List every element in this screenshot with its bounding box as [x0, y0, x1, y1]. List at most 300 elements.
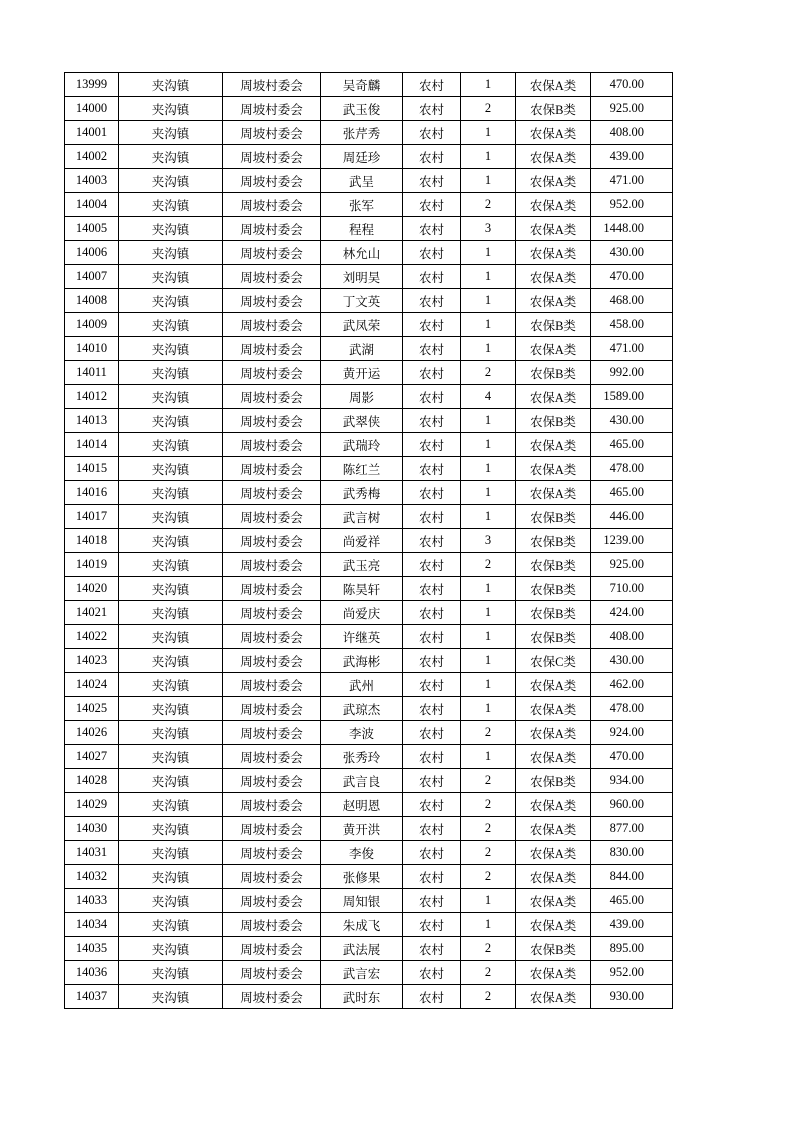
cell-town: 夹沟镇 — [119, 505, 223, 529]
table-row — [65, 337, 673, 361]
cell-person-count: 1 — [461, 913, 516, 937]
cell-town: 夹沟镇 — [119, 313, 223, 337]
cell-village: 周坡村委会 — [223, 649, 321, 673]
cell-town: 夹沟镇 — [119, 817, 223, 841]
cell-town: 夹沟镇 — [119, 145, 223, 169]
cell-name: 武法展 — [321, 937, 403, 961]
cell-insurance-category: 农保A类 — [516, 433, 591, 457]
cell-residence-type: 农村 — [403, 793, 461, 817]
cell-amount: 470.00 — [591, 265, 673, 289]
cell-serial: 14004 — [65, 193, 119, 217]
cell-residence-type: 农村 — [403, 409, 461, 433]
cell-serial: 14011 — [65, 361, 119, 385]
cell-village: 周坡村委会 — [223, 841, 321, 865]
cell-serial: 14010 — [65, 337, 119, 361]
cell-insurance-category: 农保C类 — [516, 649, 591, 673]
table-row — [65, 217, 673, 241]
cell-serial: 14012 — [65, 385, 119, 409]
cell-village: 周坡村委会 — [223, 457, 321, 481]
cell-amount: 465.00 — [591, 889, 673, 913]
cell-name: 赵明恩 — [321, 793, 403, 817]
cell-amount: 895.00 — [591, 937, 673, 961]
cell-name: 陈昊轩 — [321, 577, 403, 601]
cell-amount: 930.00 — [591, 985, 673, 1009]
table-row — [65, 529, 673, 553]
cell-insurance-category: 农保A类 — [516, 889, 591, 913]
cell-serial: 14019 — [65, 553, 119, 577]
cell-serial: 14018 — [65, 529, 119, 553]
cell-amount: 470.00 — [591, 745, 673, 769]
table-row — [65, 577, 673, 601]
cell-amount: 439.00 — [591, 913, 673, 937]
cell-insurance-category: 农保A类 — [516, 385, 591, 409]
cell-insurance-category: 农保A类 — [516, 481, 591, 505]
cell-amount: 465.00 — [591, 433, 673, 457]
cell-insurance-category: 农保B类 — [516, 625, 591, 649]
cell-serial: 14016 — [65, 481, 119, 505]
cell-person-count: 2 — [461, 721, 516, 745]
cell-residence-type: 农村 — [403, 313, 461, 337]
cell-insurance-category: 农保B类 — [516, 505, 591, 529]
cell-town: 夹沟镇 — [119, 913, 223, 937]
cell-name: 武海彬 — [321, 649, 403, 673]
cell-residence-type: 农村 — [403, 721, 461, 745]
cell-amount: 925.00 — [591, 553, 673, 577]
cell-town: 夹沟镇 — [119, 937, 223, 961]
cell-person-count: 1 — [461, 481, 516, 505]
table-row — [65, 73, 673, 97]
cell-village: 周坡村委会 — [223, 241, 321, 265]
table-row — [65, 145, 673, 169]
cell-village: 周坡村委会 — [223, 361, 321, 385]
cell-town: 夹沟镇 — [119, 337, 223, 361]
cell-insurance-category: 农保A类 — [516, 265, 591, 289]
cell-name: 周知银 — [321, 889, 403, 913]
cell-residence-type: 农村 — [403, 121, 461, 145]
cell-serial: 14002 — [65, 145, 119, 169]
cell-residence-type: 农村 — [403, 985, 461, 1009]
cell-name: 黄开运 — [321, 361, 403, 385]
cell-amount: 430.00 — [591, 649, 673, 673]
cell-town: 夹沟镇 — [119, 529, 223, 553]
cell-name: 武言良 — [321, 769, 403, 793]
table-row — [65, 385, 673, 409]
cell-name: 武言树 — [321, 505, 403, 529]
cell-serial: 14005 — [65, 217, 119, 241]
cell-person-count: 1 — [461, 337, 516, 361]
cell-town: 夹沟镇 — [119, 241, 223, 265]
table-row — [65, 769, 673, 793]
cell-serial: 14020 — [65, 577, 119, 601]
cell-residence-type: 农村 — [403, 97, 461, 121]
cell-person-count: 1 — [461, 625, 516, 649]
cell-residence-type: 农村 — [403, 577, 461, 601]
cell-amount: 468.00 — [591, 289, 673, 313]
table-row — [65, 193, 673, 217]
cell-town: 夹沟镇 — [119, 769, 223, 793]
cell-residence-type: 农村 — [403, 169, 461, 193]
cell-amount: 952.00 — [591, 193, 673, 217]
cell-person-count: 2 — [461, 817, 516, 841]
table-row — [65, 793, 673, 817]
cell-name: 许继英 — [321, 625, 403, 649]
cell-insurance-category: 农保A类 — [516, 241, 591, 265]
cell-person-count: 3 — [461, 217, 516, 241]
cell-residence-type: 农村 — [403, 913, 461, 937]
cell-person-count: 4 — [461, 385, 516, 409]
cell-village: 周坡村委会 — [223, 121, 321, 145]
cell-person-count: 1 — [461, 673, 516, 697]
cell-person-count: 1 — [461, 505, 516, 529]
cell-residence-type: 农村 — [403, 457, 461, 481]
cell-serial: 14023 — [65, 649, 119, 673]
cell-town: 夹沟镇 — [119, 217, 223, 241]
benefit-roster-table — [64, 72, 673, 1009]
cell-town: 夹沟镇 — [119, 169, 223, 193]
cell-residence-type: 农村 — [403, 697, 461, 721]
cell-insurance-category: 农保A类 — [516, 145, 591, 169]
cell-town: 夹沟镇 — [119, 361, 223, 385]
cell-residence-type: 农村 — [403, 553, 461, 577]
cell-serial: 14035 — [65, 937, 119, 961]
cell-town: 夹沟镇 — [119, 193, 223, 217]
cell-village: 周坡村委会 — [223, 289, 321, 313]
cell-person-count: 2 — [461, 553, 516, 577]
cell-residence-type: 农村 — [403, 841, 461, 865]
cell-insurance-category: 农保A类 — [516, 913, 591, 937]
cell-village: 周坡村委会 — [223, 97, 321, 121]
cell-insurance-category: 农保A类 — [516, 721, 591, 745]
cell-amount: 424.00 — [591, 601, 673, 625]
table-row — [65, 433, 673, 457]
cell-village: 周坡村委会 — [223, 889, 321, 913]
cell-name: 程程 — [321, 217, 403, 241]
table-row — [65, 169, 673, 193]
cell-insurance-category: 农保B类 — [516, 97, 591, 121]
cell-name: 武时东 — [321, 985, 403, 1009]
cell-serial: 14009 — [65, 313, 119, 337]
cell-town: 夹沟镇 — [119, 961, 223, 985]
cell-amount: 462.00 — [591, 673, 673, 697]
cell-town: 夹沟镇 — [119, 793, 223, 817]
cell-insurance-category: 农保A类 — [516, 121, 591, 145]
cell-insurance-category: 农保B类 — [516, 553, 591, 577]
cell-insurance-category: 农保A类 — [516, 817, 591, 841]
cell-person-count: 1 — [461, 433, 516, 457]
table-row — [65, 721, 673, 745]
cell-person-count: 1 — [461, 265, 516, 289]
cell-amount: 446.00 — [591, 505, 673, 529]
cell-name: 武翠侠 — [321, 409, 403, 433]
cell-residence-type: 农村 — [403, 73, 461, 97]
cell-village: 周坡村委会 — [223, 817, 321, 841]
cell-insurance-category: 农保A类 — [516, 169, 591, 193]
cell-village: 周坡村委会 — [223, 793, 321, 817]
cell-town: 夹沟镇 — [119, 721, 223, 745]
cell-name: 武秀梅 — [321, 481, 403, 505]
cell-town: 夹沟镇 — [119, 577, 223, 601]
cell-residence-type: 农村 — [403, 265, 461, 289]
cell-serial: 14036 — [65, 961, 119, 985]
table-row — [65, 121, 673, 145]
cell-residence-type: 农村 — [403, 481, 461, 505]
cell-name: 尚爱庆 — [321, 601, 403, 625]
cell-serial: 14029 — [65, 793, 119, 817]
cell-amount: 430.00 — [591, 241, 673, 265]
cell-serial: 14000 — [65, 97, 119, 121]
cell-amount: 458.00 — [591, 313, 673, 337]
cell-person-count: 1 — [461, 601, 516, 625]
cell-insurance-category: 农保B类 — [516, 361, 591, 385]
cell-village: 周坡村委会 — [223, 601, 321, 625]
table-row — [65, 553, 673, 577]
cell-person-count: 1 — [461, 697, 516, 721]
table-row — [65, 889, 673, 913]
table-row — [65, 97, 673, 121]
cell-village: 周坡村委会 — [223, 865, 321, 889]
cell-name: 武州 — [321, 673, 403, 697]
cell-amount: 934.00 — [591, 769, 673, 793]
cell-serial: 14033 — [65, 889, 119, 913]
cell-insurance-category: 农保B类 — [516, 529, 591, 553]
cell-residence-type: 农村 — [403, 745, 461, 769]
cell-name: 张军 — [321, 193, 403, 217]
cell-serial: 14001 — [65, 121, 119, 145]
cell-name: 黄开洪 — [321, 817, 403, 841]
cell-town: 夹沟镇 — [119, 889, 223, 913]
cell-name: 张修果 — [321, 865, 403, 889]
table-row — [65, 457, 673, 481]
cell-village: 周坡村委会 — [223, 529, 321, 553]
cell-name: 武湖 — [321, 337, 403, 361]
cell-village: 周坡村委会 — [223, 745, 321, 769]
cell-insurance-category: 农保A类 — [516, 697, 591, 721]
cell-name: 朱成飞 — [321, 913, 403, 937]
cell-village: 周坡村委会 — [223, 313, 321, 337]
cell-serial: 14003 — [65, 169, 119, 193]
table-row — [65, 409, 673, 433]
cell-amount: 960.00 — [591, 793, 673, 817]
cell-amount: 844.00 — [591, 865, 673, 889]
table-body — [65, 73, 673, 1009]
cell-serial: 14021 — [65, 601, 119, 625]
cell-serial: 13999 — [65, 73, 119, 97]
cell-amount: 925.00 — [591, 97, 673, 121]
cell-serial: 14037 — [65, 985, 119, 1009]
cell-town: 夹沟镇 — [119, 985, 223, 1009]
table-row — [65, 649, 673, 673]
cell-person-count: 1 — [461, 577, 516, 601]
cell-village: 周坡村委会 — [223, 169, 321, 193]
cell-person-count: 2 — [461, 841, 516, 865]
cell-person-count: 1 — [461, 745, 516, 769]
cell-village: 周坡村委会 — [223, 145, 321, 169]
cell-insurance-category: 农保B类 — [516, 769, 591, 793]
cell-insurance-category: 农保A类 — [516, 217, 591, 241]
cell-person-count: 1 — [461, 409, 516, 433]
cell-person-count: 2 — [461, 961, 516, 985]
cell-serial: 14030 — [65, 817, 119, 841]
cell-name: 吴奇麟 — [321, 73, 403, 97]
cell-insurance-category: 农保A类 — [516, 73, 591, 97]
cell-insurance-category: 农保A类 — [516, 673, 591, 697]
table-row — [65, 985, 673, 1009]
cell-amount: 877.00 — [591, 817, 673, 841]
table-row — [65, 745, 673, 769]
cell-residence-type: 农村 — [403, 361, 461, 385]
cell-town: 夹沟镇 — [119, 409, 223, 433]
cell-person-count: 1 — [461, 313, 516, 337]
cell-name: 张芹秀 — [321, 121, 403, 145]
cell-amount: 470.00 — [591, 73, 673, 97]
cell-serial: 14022 — [65, 625, 119, 649]
cell-amount: 992.00 — [591, 361, 673, 385]
table-row — [65, 865, 673, 889]
cell-residence-type: 农村 — [403, 433, 461, 457]
cell-serial: 14027 — [65, 745, 119, 769]
cell-person-count: 2 — [461, 937, 516, 961]
cell-town: 夹沟镇 — [119, 97, 223, 121]
cell-residence-type: 农村 — [403, 289, 461, 313]
cell-insurance-category: 农保B类 — [516, 313, 591, 337]
table-row — [65, 817, 673, 841]
cell-serial: 14008 — [65, 289, 119, 313]
cell-residence-type: 农村 — [403, 145, 461, 169]
cell-person-count: 2 — [461, 97, 516, 121]
cell-residence-type: 农村 — [403, 817, 461, 841]
cell-insurance-category: 农保B类 — [516, 577, 591, 601]
cell-amount: 471.00 — [591, 337, 673, 361]
cell-village: 周坡村委会 — [223, 553, 321, 577]
cell-town: 夹沟镇 — [119, 289, 223, 313]
cell-town: 夹沟镇 — [119, 697, 223, 721]
cell-town: 夹沟镇 — [119, 457, 223, 481]
table-row — [65, 313, 673, 337]
cell-person-count: 3 — [461, 529, 516, 553]
cell-amount: 1239.00 — [591, 529, 673, 553]
cell-person-count: 1 — [461, 169, 516, 193]
cell-name: 武瑞玲 — [321, 433, 403, 457]
table-row — [65, 241, 673, 265]
cell-insurance-category: 农保A类 — [516, 193, 591, 217]
table-row — [65, 841, 673, 865]
cell-amount: 924.00 — [591, 721, 673, 745]
cell-village: 周坡村委会 — [223, 769, 321, 793]
cell-town: 夹沟镇 — [119, 385, 223, 409]
cell-residence-type: 农村 — [403, 505, 461, 529]
cell-residence-type: 农村 — [403, 649, 461, 673]
cell-name: 陈红兰 — [321, 457, 403, 481]
cell-village: 周坡村委会 — [223, 577, 321, 601]
cell-amount: 710.00 — [591, 577, 673, 601]
cell-village: 周坡村委会 — [223, 433, 321, 457]
table-row — [65, 289, 673, 313]
cell-village: 周坡村委会 — [223, 217, 321, 241]
cell-insurance-category: 农保A类 — [516, 745, 591, 769]
cell-serial: 14031 — [65, 841, 119, 865]
cell-person-count: 2 — [461, 193, 516, 217]
table-row — [65, 697, 673, 721]
cell-village: 周坡村委会 — [223, 625, 321, 649]
cell-amount: 1589.00 — [591, 385, 673, 409]
cell-village: 周坡村委会 — [223, 385, 321, 409]
cell-name: 周影 — [321, 385, 403, 409]
cell-person-count: 2 — [461, 985, 516, 1009]
cell-residence-type: 农村 — [403, 625, 461, 649]
cell-serial: 14017 — [65, 505, 119, 529]
cell-village: 周坡村委会 — [223, 721, 321, 745]
cell-name: 刘明昊 — [321, 265, 403, 289]
cell-serial: 14007 — [65, 265, 119, 289]
cell-town: 夹沟镇 — [119, 841, 223, 865]
cell-village: 周坡村委会 — [223, 73, 321, 97]
cell-person-count: 1 — [461, 289, 516, 313]
cell-name: 周廷珍 — [321, 145, 403, 169]
cell-serial: 14006 — [65, 241, 119, 265]
cell-name: 尚爱祥 — [321, 529, 403, 553]
cell-amount: 471.00 — [591, 169, 673, 193]
cell-person-count: 1 — [461, 457, 516, 481]
table-row — [65, 265, 673, 289]
table-row — [65, 961, 673, 985]
cell-amount: 465.00 — [591, 481, 673, 505]
cell-town: 夹沟镇 — [119, 553, 223, 577]
cell-residence-type: 农村 — [403, 769, 461, 793]
cell-serial: 14025 — [65, 697, 119, 721]
table-row — [65, 913, 673, 937]
cell-insurance-category: 农保B类 — [516, 409, 591, 433]
cell-village: 周坡村委会 — [223, 937, 321, 961]
cell-person-count: 2 — [461, 769, 516, 793]
cell-amount: 478.00 — [591, 697, 673, 721]
table-row — [65, 625, 673, 649]
cell-name: 张秀玲 — [321, 745, 403, 769]
cell-residence-type: 农村 — [403, 889, 461, 913]
cell-serial: 14015 — [65, 457, 119, 481]
cell-town: 夹沟镇 — [119, 673, 223, 697]
cell-name: 李俊 — [321, 841, 403, 865]
cell-town: 夹沟镇 — [119, 73, 223, 97]
cell-residence-type: 农村 — [403, 385, 461, 409]
cell-town: 夹沟镇 — [119, 433, 223, 457]
cell-village: 周坡村委会 — [223, 697, 321, 721]
cell-village: 周坡村委会 — [223, 193, 321, 217]
cell-residence-type: 农村 — [403, 241, 461, 265]
cell-town: 夹沟镇 — [119, 865, 223, 889]
cell-amount: 830.00 — [591, 841, 673, 865]
cell-village: 周坡村委会 — [223, 265, 321, 289]
cell-amount: 952.00 — [591, 961, 673, 985]
cell-residence-type: 农村 — [403, 937, 461, 961]
cell-insurance-category: 农保A类 — [516, 457, 591, 481]
cell-residence-type: 农村 — [403, 529, 461, 553]
cell-person-count: 1 — [461, 73, 516, 97]
cell-person-count: 1 — [461, 121, 516, 145]
cell-name: 武呈 — [321, 169, 403, 193]
cell-name: 李波 — [321, 721, 403, 745]
cell-person-count: 1 — [461, 889, 516, 913]
cell-person-count: 1 — [461, 241, 516, 265]
cell-village: 周坡村委会 — [223, 913, 321, 937]
cell-residence-type: 农村 — [403, 217, 461, 241]
cell-serial: 14014 — [65, 433, 119, 457]
cell-amount: 439.00 — [591, 145, 673, 169]
cell-village: 周坡村委会 — [223, 961, 321, 985]
cell-insurance-category: 农保A类 — [516, 289, 591, 313]
cell-name: 武琼杰 — [321, 697, 403, 721]
cell-name: 武玉俊 — [321, 97, 403, 121]
table-row — [65, 937, 673, 961]
